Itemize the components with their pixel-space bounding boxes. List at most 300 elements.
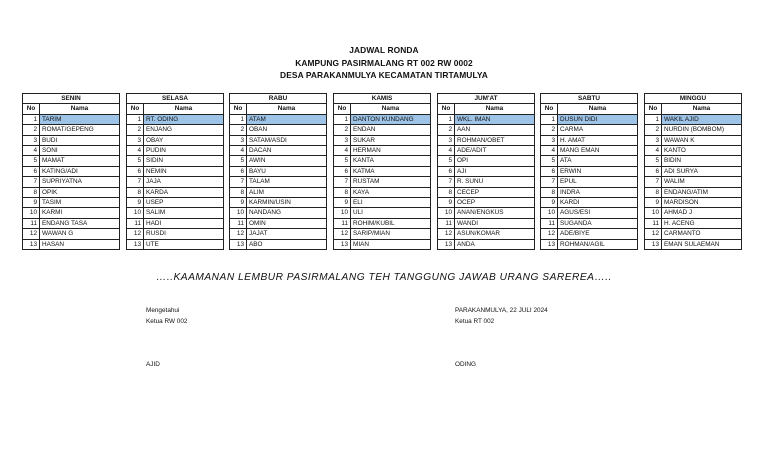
row-number: 2 [438, 125, 455, 135]
row-number: 13 [334, 239, 351, 249]
row-name: ELI [351, 198, 431, 208]
table-row [334, 198, 431, 208]
table-row [230, 125, 327, 135]
row-number: 1 [127, 114, 144, 124]
row-name: SATAM/ASDI [247, 135, 327, 145]
day-table [229, 93, 327, 250]
row-number: 12 [334, 229, 351, 239]
row-name: OMIN [247, 218, 327, 228]
table-row [541, 125, 638, 135]
row-name: EPUL [558, 177, 638, 187]
table-row [334, 114, 431, 124]
row-name: OBAN [247, 125, 327, 135]
table-row [645, 239, 742, 249]
row-name: NURDIN (BOMBOM) [662, 125, 742, 135]
table-row [23, 208, 120, 218]
row-number: 8 [230, 187, 247, 197]
row-number: 13 [541, 239, 558, 249]
row-number: 13 [127, 239, 144, 249]
row-name: PUDIN [144, 146, 224, 156]
row-number: 3 [541, 135, 558, 145]
row-number: 11 [230, 218, 247, 228]
row-number: 5 [127, 156, 144, 166]
table-row [334, 125, 431, 135]
signature-left [146, 305, 187, 327]
row-name: NEMIN [144, 166, 224, 176]
row-number: 7 [23, 177, 40, 187]
row-number: 1 [23, 114, 40, 124]
row-name: HADI [144, 218, 224, 228]
row-name: MIAN [351, 239, 431, 249]
row-name: TASIM [40, 198, 120, 208]
column-header-nama: Nama [558, 104, 638, 114]
table-row [645, 208, 742, 218]
table-row [438, 135, 535, 145]
row-number: 7 [541, 177, 558, 187]
row-name: WANDI [455, 218, 535, 228]
day-header: SENIN [23, 94, 120, 104]
row-number: 3 [438, 135, 455, 145]
table-row [438, 125, 535, 135]
row-number: 13 [645, 239, 662, 249]
row-name: ADI SURYA [662, 166, 742, 176]
row-name: AAN [455, 125, 535, 135]
row-name: KARDA [144, 187, 224, 197]
table-row [230, 218, 327, 228]
table-row [645, 187, 742, 197]
row-name: ENDAN [351, 125, 431, 135]
table-row [645, 229, 742, 239]
signature-right-name: ODING [455, 361, 476, 368]
table-row [438, 187, 535, 197]
day-table [333, 93, 431, 250]
row-name: ANDA [455, 239, 535, 249]
row-name: ADE/BIYE [558, 229, 638, 239]
table-row [334, 146, 431, 156]
table-row [541, 229, 638, 239]
table-row [438, 229, 535, 239]
row-name: AJI [455, 166, 535, 176]
table-row [541, 135, 638, 145]
table-row [645, 218, 742, 228]
row-number: 8 [645, 187, 662, 197]
row-name: OPIK [40, 187, 120, 197]
table-row [645, 166, 742, 176]
row-name: ENDANG TASA [40, 218, 120, 228]
row-name: AWIN [247, 156, 327, 166]
row-number: 1 [645, 114, 662, 124]
row-number: 10 [541, 208, 558, 218]
row-number: 1 [541, 114, 558, 124]
table-row [127, 125, 224, 135]
column-header-nama: Nama [351, 104, 431, 114]
row-name: KARMIN/USIN [247, 198, 327, 208]
row-number: 11 [438, 218, 455, 228]
row-number: 11 [334, 218, 351, 228]
row-name: BIDIN [662, 156, 742, 166]
table-row [127, 156, 224, 166]
table-row [23, 177, 120, 187]
column-header-no: No [230, 104, 247, 114]
table-row [23, 187, 120, 197]
row-number: 7 [230, 177, 247, 187]
table-row [541, 198, 638, 208]
row-name: ENDANG/ATIM [662, 187, 742, 197]
table-row [438, 198, 535, 208]
row-name: RT. ODING [144, 114, 224, 124]
table-row [334, 156, 431, 166]
row-name: R. SUNU [455, 177, 535, 187]
sig-right-line1: PARAKANMULYA, 22 JULI 2024 [455, 307, 548, 314]
row-number: 8 [23, 187, 40, 197]
row-number: 7 [645, 177, 662, 187]
row-name: H. AMAT [558, 135, 638, 145]
row-number: 7 [127, 177, 144, 187]
row-number: 6 [541, 166, 558, 176]
row-number: 3 [230, 135, 247, 145]
row-number: 13 [23, 239, 40, 249]
row-name: USEP [144, 198, 224, 208]
row-name: UTE [144, 239, 224, 249]
row-name: SUPRIYATNA [40, 177, 120, 187]
table-row [127, 229, 224, 239]
row-name: KATING/ADI [40, 166, 120, 176]
row-number: 9 [541, 198, 558, 208]
row-name: KANTA [351, 156, 431, 166]
row-name: WAWAN K [662, 135, 742, 145]
row-name: KARMI [40, 208, 120, 218]
table-row [541, 218, 638, 228]
row-name: TARIM [40, 114, 120, 124]
row-number: 10 [127, 208, 144, 218]
row-number: 7 [334, 177, 351, 187]
row-name: WAWAN G [40, 229, 120, 239]
row-number: 1 [334, 114, 351, 124]
day-header: SELASA [127, 94, 224, 104]
table-row [230, 146, 327, 156]
row-number: 4 [127, 146, 144, 156]
row-name: ASUN/KOMAR [455, 229, 535, 239]
column-header-no: No [541, 104, 558, 114]
row-name: KATMA [351, 166, 431, 176]
row-number: 6 [230, 166, 247, 176]
row-number: 10 [438, 208, 455, 218]
title-line-1: JADWAL RONDA [349, 45, 419, 55]
table-row [645, 146, 742, 156]
column-header-nama: Nama [40, 104, 120, 114]
row-number: 8 [541, 187, 558, 197]
row-number: 5 [230, 156, 247, 166]
table-row [334, 177, 431, 187]
table-row [541, 239, 638, 249]
row-name: ROHIM/KUBIL [351, 218, 431, 228]
table-row [23, 166, 120, 176]
row-name: HERMAN [351, 146, 431, 156]
row-name: ROHMAN/AGIL [558, 239, 638, 249]
row-number: 5 [334, 156, 351, 166]
title-line-3: DESA PARAKANMULYA KECAMATAN TIRTAMULYA [280, 70, 488, 80]
table-row [334, 166, 431, 176]
row-number: 11 [645, 218, 662, 228]
table-row [438, 146, 535, 156]
row-number: 2 [127, 125, 144, 135]
row-number: 2 [541, 125, 558, 135]
day-table [22, 93, 120, 250]
row-name: WAKIL AJID [662, 114, 742, 124]
table-row [23, 229, 120, 239]
row-number: 12 [23, 229, 40, 239]
table-row [438, 208, 535, 218]
row-number: 9 [127, 198, 144, 208]
row-name: EMAN SULAEMAN [662, 239, 742, 249]
row-name: KAYA [351, 187, 431, 197]
row-name: OPI [455, 156, 535, 166]
row-number: 10 [334, 208, 351, 218]
table-row [334, 229, 431, 239]
row-number: 9 [334, 198, 351, 208]
row-name: ROMAT/GEPENG [40, 125, 120, 135]
table-row [230, 135, 327, 145]
row-number: 6 [334, 166, 351, 176]
row-name: HASAN [40, 239, 120, 249]
column-header-no: No [438, 104, 455, 114]
table-row [541, 187, 638, 197]
row-number: 12 [645, 229, 662, 239]
table-row [23, 218, 120, 228]
row-number: 13 [438, 239, 455, 249]
table-row [127, 208, 224, 218]
table-row [438, 114, 535, 124]
table-row [645, 114, 742, 124]
day-table [437, 93, 535, 250]
table-row [645, 156, 742, 166]
row-name: ANAN/ENGKUS [455, 208, 535, 218]
row-number: 4 [230, 146, 247, 156]
row-number: 3 [334, 135, 351, 145]
row-name: TALAM [247, 177, 327, 187]
column-header-no: No [334, 104, 351, 114]
row-name: WALIM [662, 177, 742, 187]
row-number: 4 [23, 146, 40, 156]
row-name: H. ACENG [662, 218, 742, 228]
table-row [438, 218, 535, 228]
table-row [438, 156, 535, 166]
day-header: SABTU [541, 94, 638, 104]
row-name: INDRA [558, 187, 638, 197]
row-name: ABO [247, 239, 327, 249]
row-number: 8 [127, 187, 144, 197]
row-name: ENJANG [144, 125, 224, 135]
row-number: 5 [438, 156, 455, 166]
row-name: CARMA [558, 125, 638, 135]
row-number: 2 [645, 125, 662, 135]
table-row [23, 135, 120, 145]
table-row [438, 166, 535, 176]
row-number: 8 [438, 187, 455, 197]
row-name: SARIP/MIAN [351, 229, 431, 239]
table-row [230, 187, 327, 197]
table-row [127, 198, 224, 208]
table-row [541, 156, 638, 166]
row-name: AHMAD J [662, 208, 742, 218]
row-name: JAJA [144, 177, 224, 187]
schedule-tables [22, 93, 742, 253]
row-name: ATAM [247, 114, 327, 124]
row-number: 8 [334, 187, 351, 197]
table-row [23, 239, 120, 249]
table-row [334, 208, 431, 218]
table-row [127, 239, 224, 249]
row-number: 12 [127, 229, 144, 239]
table-row [230, 177, 327, 187]
table-row [334, 135, 431, 145]
row-number: 2 [23, 125, 40, 135]
sig-left-line1: Mengetahui [146, 307, 180, 314]
row-name: KARDI [558, 198, 638, 208]
table-row [127, 187, 224, 197]
day-table [540, 93, 638, 250]
table-row [127, 135, 224, 145]
row-name: RUSDI [144, 229, 224, 239]
motto-text: …..KAAMANAN LEMBUR PASIRMALANG TEH TANGGUNG JAWAB URANG SAREREA….. [156, 272, 612, 283]
table-row [230, 208, 327, 218]
table-row [541, 146, 638, 156]
table-row [645, 198, 742, 208]
table-row [438, 177, 535, 187]
row-number: 9 [230, 198, 247, 208]
row-number: 4 [334, 146, 351, 156]
table-row [230, 229, 327, 239]
column-header-nama: Nama [144, 104, 224, 114]
row-name: DANTON KUNDANG [351, 114, 431, 124]
row-number: 12 [438, 229, 455, 239]
row-name: NANDANG [247, 208, 327, 218]
row-number: 6 [127, 166, 144, 176]
row-number: 6 [645, 166, 662, 176]
table-row [645, 177, 742, 187]
row-number: 4 [645, 146, 662, 156]
row-number: 2 [334, 125, 351, 135]
row-number: 13 [230, 239, 247, 249]
table-row [23, 114, 120, 124]
row-number: 3 [645, 135, 662, 145]
table-row [438, 239, 535, 249]
table-row [541, 166, 638, 176]
table-row [541, 114, 638, 124]
row-number: 7 [438, 177, 455, 187]
table-row [230, 166, 327, 176]
table-row [334, 218, 431, 228]
row-name: MAMAT [40, 156, 120, 166]
table-row [334, 239, 431, 249]
table-row [23, 156, 120, 166]
row-number: 4 [541, 146, 558, 156]
row-name: SUGANDA [558, 218, 638, 228]
row-name: DACAN [247, 146, 327, 156]
row-name: ALIM [247, 187, 327, 197]
row-number: 4 [438, 146, 455, 156]
row-number: 5 [541, 156, 558, 166]
row-number: 9 [438, 198, 455, 208]
row-number: 10 [645, 208, 662, 218]
row-number: 2 [230, 125, 247, 135]
table-row [230, 239, 327, 249]
row-name: ADE/ADIT [455, 146, 535, 156]
row-name: KANTO [662, 146, 742, 156]
table-row [645, 135, 742, 145]
row-number: 3 [23, 135, 40, 145]
table-row [230, 114, 327, 124]
column-header-nama: Nama [662, 104, 742, 114]
row-name: OCEP [455, 198, 535, 208]
row-name: SUKAR [351, 135, 431, 145]
table-row [541, 177, 638, 187]
document-title [0, 44, 768, 82]
sig-left-line2: Ketua RW 002 [146, 318, 188, 325]
row-name: ATA [558, 156, 638, 166]
row-number: 11 [23, 218, 40, 228]
day-header: MINGGU [645, 94, 742, 104]
row-name: BUDI [40, 135, 120, 145]
table-row [541, 208, 638, 218]
row-number: 10 [23, 208, 40, 218]
day-table [126, 93, 224, 250]
row-name: ERWIN [558, 166, 638, 176]
column-header-no: No [23, 104, 40, 114]
table-row [127, 166, 224, 176]
table-row [127, 114, 224, 124]
row-number: 11 [127, 218, 144, 228]
signature-right [455, 305, 548, 327]
row-number: 5 [23, 156, 40, 166]
row-number: 12 [541, 229, 558, 239]
table-row [127, 146, 224, 156]
row-number: 5 [645, 156, 662, 166]
row-name: OBAY [144, 135, 224, 145]
signature-left-name: AJID [146, 361, 160, 368]
row-number: 1 [438, 114, 455, 124]
table-row [230, 198, 327, 208]
row-name: JAJAT [247, 229, 327, 239]
row-name: ULI [351, 208, 431, 218]
row-number: 9 [645, 198, 662, 208]
row-name: WKL. IMAN [455, 114, 535, 124]
row-name: BAYU [247, 166, 327, 176]
table-row [23, 146, 120, 156]
row-name: DUSUN DIDI [558, 114, 638, 124]
row-name: RUSTAM [351, 177, 431, 187]
row-name: MANG EMAN [558, 146, 638, 156]
day-header: JUM'AT [438, 94, 535, 104]
column-header-nama: Nama [455, 104, 535, 114]
row-name: SALIM [144, 208, 224, 218]
column-header-no: No [645, 104, 662, 114]
title-line-2: KAMPUNG PASIRMALANG RT 002 RW 0002 [295, 57, 473, 68]
column-header-nama: Nama [247, 104, 327, 114]
day-table [644, 93, 742, 250]
row-name: ROHMAN/OBET [455, 135, 535, 145]
table-row [127, 218, 224, 228]
row-name: AGUS/ESI [558, 208, 638, 218]
table-row [23, 125, 120, 135]
row-number: 1 [230, 114, 247, 124]
row-number: 11 [541, 218, 558, 228]
row-name: SONI [40, 146, 120, 156]
row-number: 6 [23, 166, 40, 176]
row-number: 10 [230, 208, 247, 218]
table-row [230, 156, 327, 166]
table-row [334, 187, 431, 197]
